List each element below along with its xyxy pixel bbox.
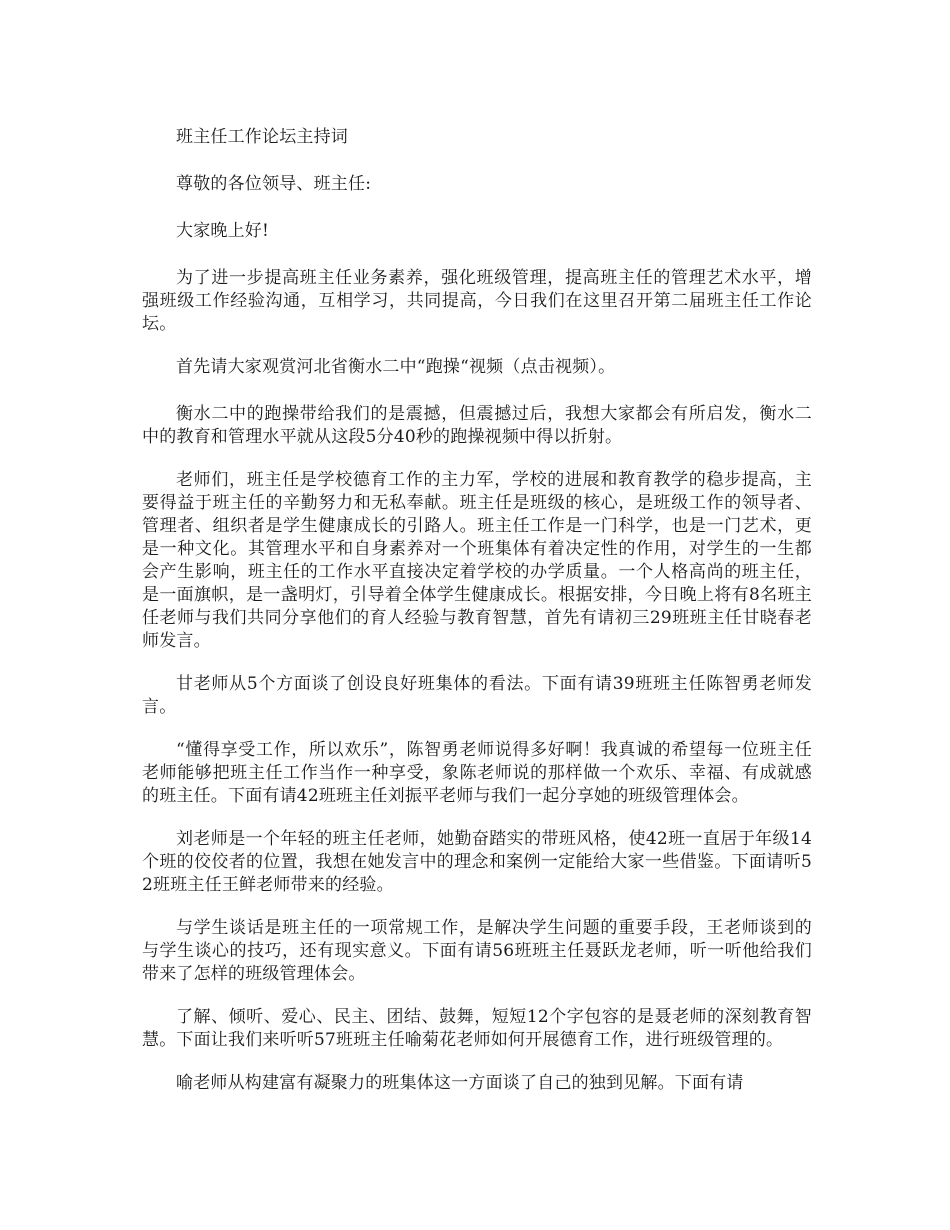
paragraph-purpose: 为了进一步提高班主任业务素养，强化班级管理，提高班主任的管理艺术水平，增强班级工作经验沟通，互相学习，共同提高，今日我们在这里召开第二届班主任工作论坛。 xyxy=(142,268,812,334)
document-title: 班主任工作论坛主持词 xyxy=(176,127,348,147)
paragraph-wang: 与学生谈话是班主任的一项常规工作，是解决学生问题的重要手段，王老师谈到的与学生谈心的技巧，还有现实意义。下面有请56班班主任聂跃龙老师，听一听他给我们带来了怎样的班级管理体会。 xyxy=(142,918,812,984)
greeting: 大家晚上好! xyxy=(176,221,270,241)
paragraph-hengshui: 衡水二中的跑操带给我们的是震撼，但震撼过后，我想大家都会有所启发，衡水二中的教育和管理水平就从这段5分40秒的跑操视频中得以折射。 xyxy=(142,404,812,447)
paragraph-video: 首先请大家观赏河北省衡水二中“跑操“视频（点击视频）。 xyxy=(176,357,616,377)
paragraph-chen: “懂得享受工作，所以欢乐”，陈智勇老师说得多好啊！我真诚的希望每一位班主任老师能够把班主任工作当作一种享受，象陈老师说的那样做一个欢乐、幸福、有成就感的班主任。下面有请42班班主任刘振平老师与我们一起分享她的班级管理体会。 xyxy=(142,740,812,806)
paragraph-yu: 喻老师从构建富有凝聚力的班集体这一方面谈了自己的独到见解。下面有请 xyxy=(176,1073,744,1093)
paragraph-nie: 了解、倾听、爱心、民主、团结、鼓舞，短短12个字包容的是聂老师的深刻教育智慧。下面让我们来听听57班班主任喻菊花老师如何开展德育工作，进行班级管理的。 xyxy=(142,1007,812,1050)
document-body xyxy=(142,126,812,1115)
paragraph-teachers: 老师们，班主任是学校德育工作的主力军，学校的进展和教育教学的稳步提高，主要得益于班主任的辛勤努力和无私奉献。班主任是班级的核心，是班级工作的领导者、管理者、组织者是学生健康成长的引路人。班主任工作是一门科学，也是一门艺术，更是一种文化。其管理水平和自身素养对一个班集体有着决定性的作用，对学生的一生都会产生影响，班主任的工作水平直接决定着学校的办学质量。一个人格高尚的班主任，是一面旗帜，是一盏明灯，引导着全体学生健康成长。根据安排，今日晚上将有8名班主任老师与我们共同分享他们的育人经验与教育智慧，首先有请初三29班班主任甘晓春老师发言。 xyxy=(142,470,812,651)
salutation: 尊敬的各位领导、班主任: xyxy=(176,174,372,194)
paragraph-liu: 刘老师是一个年轻的班主任老师，她勤奋踏实的带班风格，使42班一直居于年级14个班的佼佼者的位置，我想在她发言中的理念和案例一定能给大家一些借鉴。下面请听52班班主任王鲜老师带来的经验。 xyxy=(142,829,812,895)
paragraph-gan: 甘老师从5个方面谈了创设良好班集体的看法。下面有请39班班主任陈智勇老师发言。 xyxy=(142,674,812,717)
